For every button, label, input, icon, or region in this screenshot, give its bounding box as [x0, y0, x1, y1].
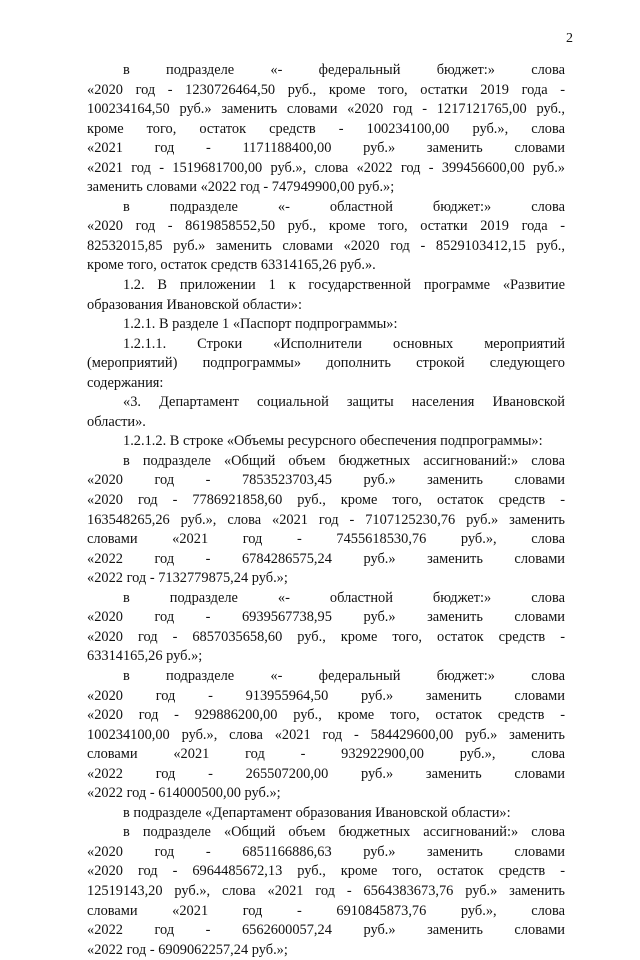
- text-line: «2020 год - 6851166886,63 руб.» заменить словами: [87, 843, 565, 860]
- text-line: «2022 год - 6784286575,24 руб.» заменить словами: [87, 550, 565, 567]
- text-line: 100234164,50 руб.» заменить словами «2020 год - 1217121765,00 руб.,: [87, 101, 565, 118]
- text-line: в подразделе «Общий объем бюджетных ассигнований:» слова: [123, 452, 565, 469]
- text-line: словами «2021 год - 932922900,00 руб.», слова: [87, 746, 565, 763]
- text-line: в подразделе «- областной бюджет:» слова: [123, 198, 565, 215]
- text-line: словами «2021 год - 6910845873,76 руб.», слова: [87, 902, 565, 919]
- text-line: кроме того, остаток средств - 100234100,00 руб.», слова: [87, 120, 565, 137]
- text-line: «2020 год - 1230726464,50 руб., кроме того, остатки 2019 года -: [87, 81, 565, 98]
- text-line: в подразделе «Департамент образования Ивановской области»:: [123, 804, 511, 821]
- text-line: «2022 год - 614000500,00 руб.»;: [87, 785, 281, 802]
- text-line: 1.2.1.1. Строки «Исполнители основных мероприятий: [123, 335, 565, 352]
- text-line: «2022 год - 6562600057,24 руб.» заменить словами: [87, 922, 565, 939]
- text-line: 1.2.1. В разделе 1 «Паспорт подпрограммы»:: [123, 316, 398, 333]
- text-line: «2020 год - 8619858552,50 руб., кроме того, остатки 2019 года -: [87, 218, 565, 235]
- text-line: кроме того, остаток средств 63314165,26 руб.».: [87, 257, 376, 274]
- text-line: в подразделе «- федеральный бюджет:» слова: [123, 667, 565, 684]
- text-line: «2020 год - 6857035658,60 руб., кроме того, остаток средств -: [87, 628, 565, 645]
- text-line: в подразделе «- областной бюджет:» слова: [123, 589, 565, 606]
- text-line: «2020 год - 7853523703,45 руб.» заменить словами: [87, 472, 565, 489]
- text-line: «2020 год - 929886200,00 руб., кроме того, остаток средств -: [87, 707, 565, 724]
- text-line: 82532015,85 руб.» заменить словами «2020 год - 8529103412,15 руб.,: [87, 237, 565, 254]
- text-line: «2022 год - 6909062257,24 руб.»;: [87, 941, 288, 958]
- text-line: «3. Департамент социальной защиты населения Ивановской: [123, 394, 565, 411]
- text-line: 100234100,00 руб.», слова «2021 год - 584429600,00 руб.» заменить: [87, 726, 565, 743]
- text-line: области».: [87, 413, 146, 430]
- text-line: (мероприятий) подпрограммы» дополнить строкой следующего: [87, 355, 565, 372]
- text-line: заменить словами «2022 год - 747949900,00 руб.»;: [87, 179, 395, 196]
- text-line: «2022 год - 265507200,00 руб.» заменить словами: [87, 765, 565, 782]
- text-line: 1.2. В приложении 1 к государственной программе «Развитие: [123, 277, 565, 294]
- text-line: «2021 год - 1171188400,00 руб.» заменить словами: [87, 140, 565, 157]
- text-line: содержания:: [87, 374, 164, 391]
- document-body: [87, 61, 565, 960]
- text-line: «2021 год - 1519681700,00 руб.», слова «2022 год - 399456600,00 руб.»: [87, 159, 565, 176]
- text-line: 12519143,20 руб.», слова «2021 год - 6564383673,76 руб.» заменить: [87, 882, 565, 899]
- text-line: «2022 год - 7132779875,24 руб.»;: [87, 570, 288, 587]
- text-line: «2020 год - 6964485672,13 руб., кроме того, остаток средств -: [87, 863, 565, 880]
- text-line: «2020 год - 913955964,50 руб.» заменить словами: [87, 687, 565, 704]
- page-number: 2: [566, 31, 573, 46]
- text-line: 163548265,26 руб.», слова «2021 год - 7107125230,76 руб.» заменить: [87, 511, 565, 528]
- text-line: в подразделе «Общий объем бюджетных ассигнований:» слова: [123, 824, 565, 841]
- text-line: 1.2.1.2. В строке «Объемы ресурсного обеспечения подпрограммы»:: [123, 433, 543, 450]
- text-line: словами «2021 год - 7455618530,76 руб.», слова: [87, 531, 565, 548]
- text-line: «2020 год - 7786921858,60 руб., кроме того, остаток средств -: [87, 492, 565, 509]
- text-line: «2020 год - 6939567738,95 руб.» заменить словами: [87, 609, 565, 626]
- text-line: 63314165,26 руб.»;: [87, 648, 203, 665]
- text-line: образования Ивановской области»:: [87, 296, 302, 313]
- text-line: в подразделе «- федеральный бюджет:» слова: [123, 62, 565, 78]
